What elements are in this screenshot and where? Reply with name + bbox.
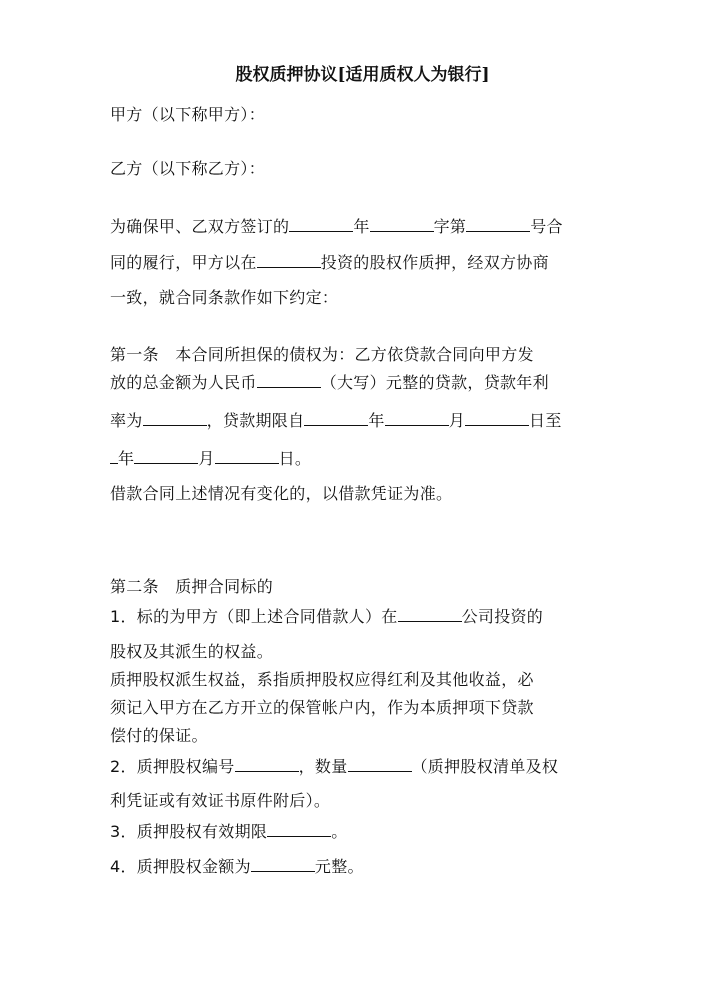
text: 号合: [530, 217, 563, 236]
blank-field: [304, 409, 368, 426]
blank-field: [370, 215, 434, 232]
blank-field: [235, 755, 299, 772]
article-1-line-4: [110, 447, 630, 470]
party-b-line: 乙方（以下称乙方）：: [110, 159, 266, 178]
intro-line-3: 一致，就合同条款作如下约定：: [110, 288, 339, 307]
blank-field: [398, 605, 462, 622]
text: 年: [118, 449, 135, 468]
article-2-heading: 第二条 质押合同标的: [110, 577, 274, 596]
blank-field: [289, 215, 353, 232]
document-title: 股权质押协议[适用质权人为银行]: [235, 65, 490, 85]
text: （大写）元整的贷款，贷款年利: [320, 373, 549, 392]
intro-line-2: [110, 251, 630, 274]
blank-field: [251, 855, 315, 872]
article-1-line-2: [110, 371, 630, 394]
text: ，数量: [298, 757, 348, 776]
blank-field: [257, 251, 321, 268]
article-1-line-5: 借款合同上述情况有变化的，以借款凭证为准。: [110, 484, 453, 503]
text: 1．标的为甲方（即上述合同借款人）在: [110, 607, 398, 626]
text: 日至: [529, 411, 562, 430]
article-2-item-2: [110, 755, 630, 778]
article-2-item-4: [110, 855, 630, 878]
text: 为确保甲、乙双方签订的: [110, 217, 290, 236]
text: 字第: [433, 217, 467, 236]
article-1-line-1: 第一条 本合同所担保的债权为：乙方依贷款合同向甲方发: [110, 345, 534, 364]
party-a-line: 甲方（以下称甲方）：: [110, 105, 266, 124]
blank-field: [134, 447, 198, 464]
text: 年: [368, 411, 385, 430]
text: 率为: [110, 411, 143, 430]
blank-field: [385, 409, 449, 426]
blank-field: [267, 820, 331, 837]
intro-line-1: [110, 215, 630, 238]
text: 。: [331, 822, 348, 841]
article-2-item-3: [110, 820, 630, 843]
blank-field: [215, 447, 279, 464]
blank-field: [143, 409, 207, 426]
article-2-desc-3: 偿付的保证。: [110, 726, 208, 745]
blank-field: [257, 371, 321, 388]
text: 元整。: [314, 857, 364, 876]
article-2-item-1: [110, 605, 630, 628]
text: 放的总金额为人民币: [110, 373, 257, 392]
text: （质押股权清单及权: [411, 757, 559, 776]
article-2-desc-2: 须记入甲方在乙方开立的保管帐户内，作为本质押项下贷款: [110, 698, 534, 717]
text: 4．质押股权金额为: [110, 857, 251, 876]
text: 年: [353, 217, 370, 236]
blank-field: [466, 215, 530, 232]
text: 月: [448, 411, 466, 430]
text: 日。: [278, 449, 312, 468]
article-1-line-3: [110, 409, 630, 432]
article-2-item-2-cont: 利凭证或有效证书原件附后）。: [110, 791, 331, 810]
article-2-item-1-cont: 股权及其派生的权益。: [110, 642, 274, 661]
blank-field: [348, 755, 412, 772]
text: 公司投资的: [461, 607, 544, 626]
text: 同的履行，甲方以在: [110, 253, 257, 272]
text: ，贷款期限自: [206, 411, 305, 430]
text: 3．质押股权有效期限: [110, 822, 268, 841]
blank-field: [465, 409, 529, 426]
text: 2．质押股权编号: [110, 757, 235, 776]
text: 月: [198, 449, 215, 468]
text: 投资的股权作质押，经双方协商: [320, 253, 549, 272]
blank-field: [110, 447, 118, 464]
article-2-desc-1: 质押股权派生权益，系指质押股权应得红利及其他收益，必: [110, 670, 534, 689]
